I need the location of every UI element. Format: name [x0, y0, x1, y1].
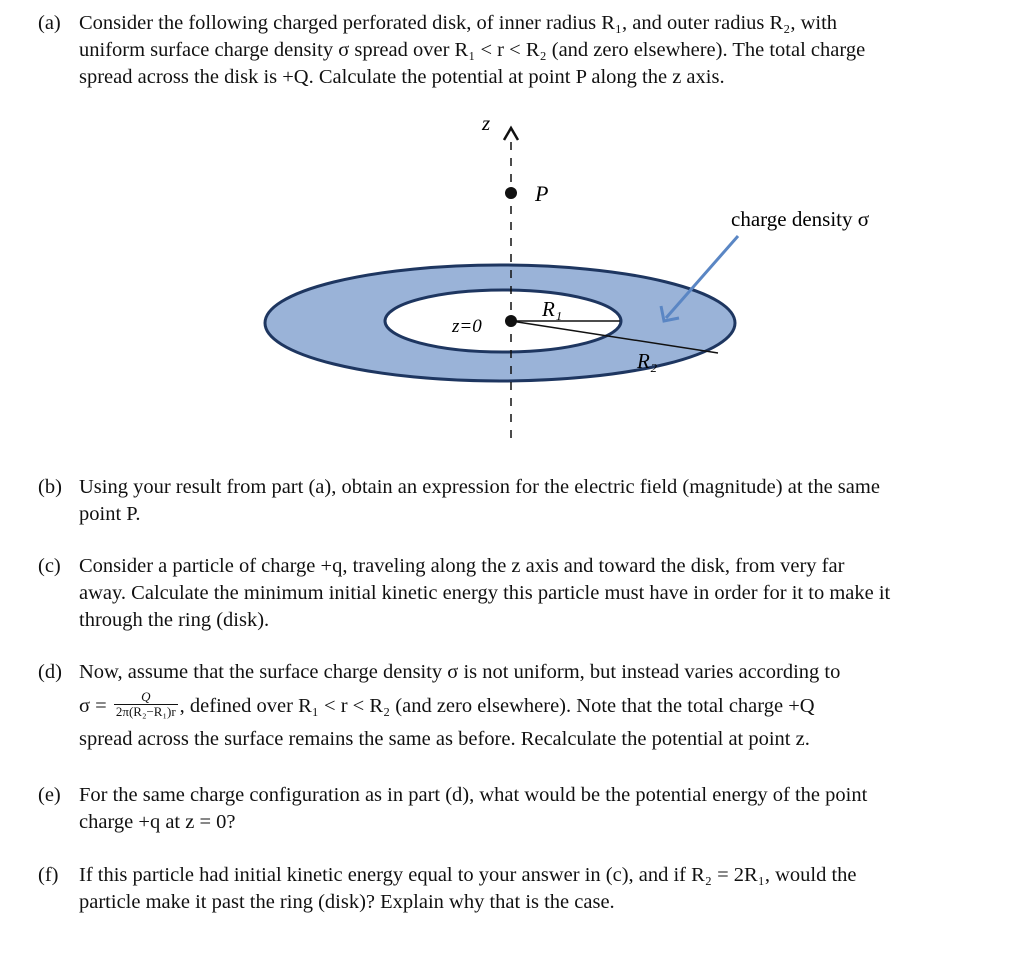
fraction-denominator: 2π(R₂−R₁)r — [115, 703, 176, 719]
question-f-label: (f) — [38, 864, 59, 886]
point-p-label: P — [535, 181, 549, 206]
question-e — [38, 782, 998, 836]
question-d — [38, 659, 998, 753]
question-d-line3: spread across the surface remains the same as before. Recalculate the potential at point z. — [79, 728, 810, 750]
inner-radius-label: R₁ — [542, 297, 563, 321]
question-a-line3: spread across the disk is +Q. Calculate the potential at point P along the z axis. — [79, 66, 725, 88]
question-d-line2-rest: , defined over R₁ < r < R₂ (and zero elsewhere). Note that the total charge +Q — [179, 695, 815, 717]
z-axis-arrowhead — [504, 128, 518, 140]
sigma-fraction — [114, 690, 178, 719]
question-c-label: (c) — [38, 555, 61, 577]
question-d-line1: Now, assume that the surface charge density σ is not uniform, but instead varies according to — [79, 661, 841, 683]
question-b — [38, 474, 998, 528]
question-c-line2: away. Calculate the minimum initial kinetic energy this particle must have in order for it to make it — [79, 582, 891, 604]
origin-label: z=0 — [452, 316, 482, 337]
question-f — [38, 862, 998, 916]
sigma-equals: σ = — [79, 695, 107, 717]
z-axis-label: z — [482, 111, 491, 135]
question-c — [38, 553, 998, 634]
charge-density-label: charge density σ — [731, 207, 870, 231]
question-d-label: (d) — [38, 661, 62, 683]
question-e-label: (e) — [38, 784, 61, 806]
question-c-line3: through the ring (disk). — [79, 609, 270, 631]
question-f-line1: If this particle had initial kinetic energy equal to your answer in (c), and if R₂ = 2R₁, would the — [79, 864, 857, 886]
question-a-line1: Consider the following charged perforated disk, of inner radius R₁, and outer radius R₂, with — [79, 12, 838, 34]
question-b-line1: Using your result from part (a), obtain an expression for the electric field (magnitude) at the same — [79, 476, 880, 498]
point-p-dot — [505, 187, 517, 199]
outer-radius-label: R₂ — [637, 349, 658, 373]
question-d-line2 — [79, 686, 998, 726]
question-b-label: (b) — [38, 476, 62, 498]
question-e-line1: For the same charge configuration as in part (d), what would be the potential energy of the point — [79, 784, 868, 806]
fraction-numerator: Q — [114, 690, 178, 705]
question-c-line1: Consider a particle of charge +q, traveling along the z axis and toward the disk, from very far — [79, 555, 845, 577]
question-a-line2: uniform surface charge density σ spread over R₁ < r < R₂ (and zero elsewhere). The total charge — [79, 39, 866, 61]
question-f-line2: particle make it past the ring (disk)? Explain why that is the case. — [79, 891, 615, 913]
question-a-label: (a) — [38, 12, 61, 34]
question-b-line2: point P. — [79, 503, 141, 525]
question-e-line2: charge +q at z = 0? — [79, 811, 236, 833]
